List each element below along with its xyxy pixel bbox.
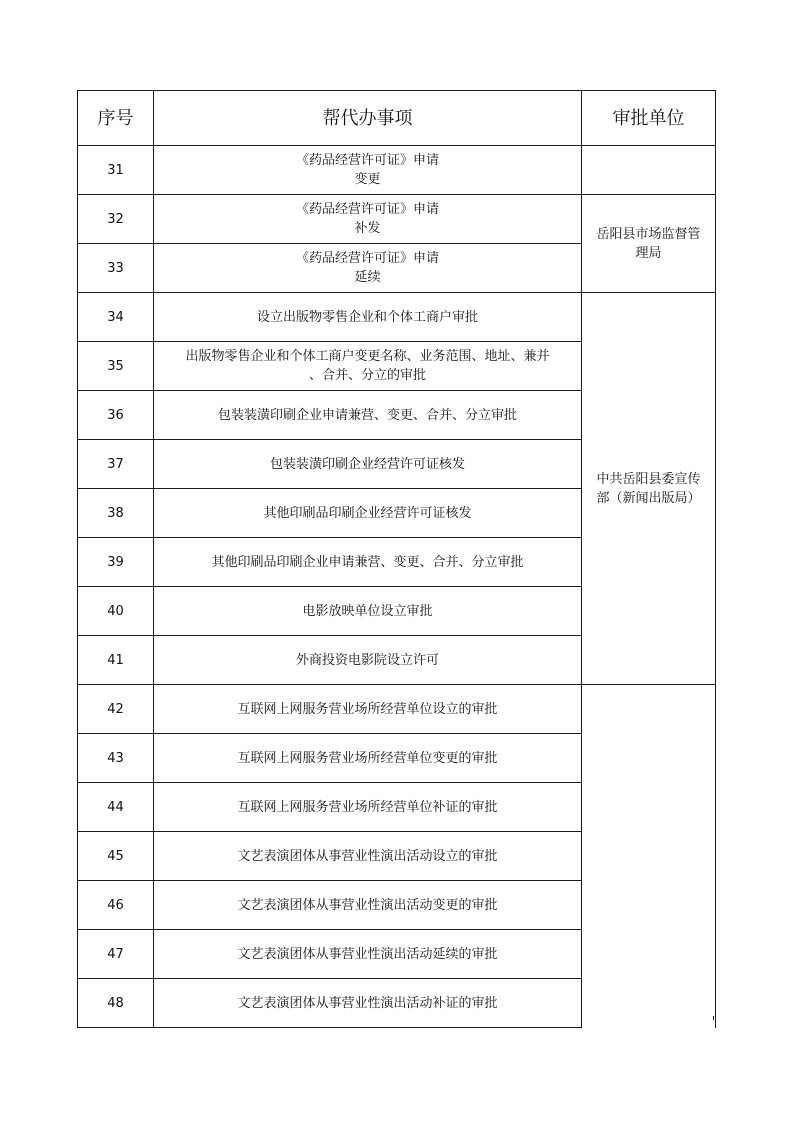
row-number: 40 bbox=[78, 587, 154, 636]
row-number: 34 bbox=[78, 293, 154, 342]
row-item: 包装装潢印刷企业申请兼营、变更、合并、分立审批 bbox=[154, 391, 582, 440]
row-item: 互联网上网服务营业场所经营单位变更的审批 bbox=[154, 734, 582, 783]
header-item: 帮代办事项 bbox=[154, 91, 582, 146]
header-row bbox=[78, 91, 716, 146]
row-item: 互联网上网服务营业场所经营单位设立的审批 bbox=[154, 685, 582, 734]
row-number: 42 bbox=[78, 685, 154, 734]
row-number: 43 bbox=[78, 734, 154, 783]
table-row bbox=[78, 293, 716, 342]
unit-cell-empty bbox=[582, 146, 716, 195]
row-number: 36 bbox=[78, 391, 154, 440]
unit-cell-empty bbox=[582, 685, 716, 1028]
row-item: 文艺表演团体从事营业性演出活动变更的审批 bbox=[154, 881, 582, 930]
row-number: 44 bbox=[78, 783, 154, 832]
row-item: 《药品经营许可证》申请 变更 bbox=[154, 146, 582, 195]
table-row bbox=[78, 146, 716, 195]
column-border-extension bbox=[713, 1016, 714, 1020]
row-number: 48 bbox=[78, 979, 154, 1028]
row-item: 《药品经营许可证》申请 延续 bbox=[154, 244, 582, 293]
row-item: 《药品经营许可证》申请 补发 bbox=[154, 195, 582, 244]
row-number: 38 bbox=[78, 489, 154, 538]
row-number: 47 bbox=[78, 930, 154, 979]
row-item: 外商投资电影院设立许可 bbox=[154, 636, 582, 685]
row-item: 其他印刷品印刷企业申请兼营、变更、合并、分立审批 bbox=[154, 538, 582, 587]
header-seq: 序号 bbox=[78, 91, 154, 146]
row-item: 设立出版物零售企业和个体工商户审批 bbox=[154, 293, 582, 342]
row-item: 包装装潢印刷企业经营许可证核发 bbox=[154, 440, 582, 489]
unit-market-bureau: 岳阳县市场监督管 理局 bbox=[582, 195, 716, 293]
table-row bbox=[78, 195, 716, 244]
row-number: 33 bbox=[78, 244, 154, 293]
row-number: 32 bbox=[78, 195, 154, 244]
row-item: 互联网上网服务营业场所经营单位补证的审批 bbox=[154, 783, 582, 832]
row-number: 35 bbox=[78, 342, 154, 391]
row-item: 出版物零售企业和个体工商户变更名称、业务范围、地址、兼并 、合并、分立的审批 bbox=[154, 342, 582, 391]
table-row bbox=[78, 685, 716, 734]
row-item: 文艺表演团体从事营业性演出活动设立的审批 bbox=[154, 832, 582, 881]
row-number: 45 bbox=[78, 832, 154, 881]
row-item: 电影放映单位设立审批 bbox=[154, 587, 582, 636]
row-number: 46 bbox=[78, 881, 154, 930]
row-number: 41 bbox=[78, 636, 154, 685]
approval-items-table bbox=[77, 90, 716, 1028]
row-number: 37 bbox=[78, 440, 154, 489]
row-item: 其他印刷品印刷企业经营许可证核发 bbox=[154, 489, 582, 538]
header-unit: 审批单位 bbox=[582, 91, 716, 146]
unit-propaganda-dept: 中共岳阳县委宣传 部（新闻出版局） bbox=[582, 293, 716, 685]
row-number: 31 bbox=[78, 146, 154, 195]
row-number: 39 bbox=[78, 538, 154, 587]
row-item: 文艺表演团体从事营业性演出活动补证的审批 bbox=[154, 979, 582, 1028]
row-item: 文艺表演团体从事营业性演出活动延续的审批 bbox=[154, 930, 582, 979]
